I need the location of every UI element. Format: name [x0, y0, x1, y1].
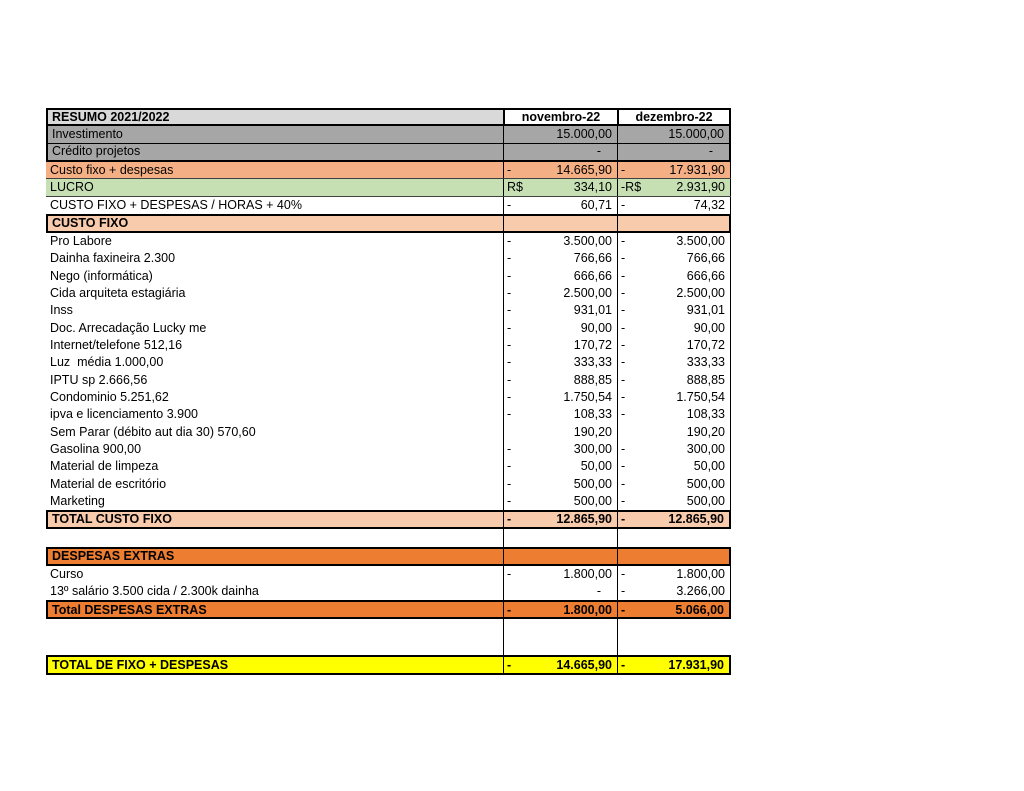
- table-row: [46, 214, 731, 233]
- cell-label[interactable]: Doc. Arrecadação Lucky me: [50, 320, 207, 335]
- cell-value: 300,00: [573, 441, 612, 456]
- cell-novembro[interactable]: [503, 336, 617, 353]
- cell-value: 17.931,90: [668, 658, 724, 673]
- cell-sign: -: [621, 355, 626, 370]
- table-row: [46, 354, 731, 371]
- cell-sign: -: [621, 567, 626, 582]
- cell-novembro[interactable]: [503, 512, 617, 527]
- cell-sign: -: [621, 658, 626, 673]
- cell-value: 74,32: [693, 198, 725, 212]
- cell-sign: -: [621, 512, 626, 526]
- cell-sign: -: [507, 251, 512, 266]
- cell-sign: -: [621, 459, 626, 474]
- cell-dezembro[interactable]: [617, 602, 731, 617]
- cell-value: 5.066,00: [675, 602, 724, 617]
- cell-sign: -: [507, 337, 512, 352]
- table-row: [46, 423, 731, 440]
- cell-value: 333,33: [686, 355, 725, 370]
- cell-dezembro[interactable]: [617, 319, 731, 336]
- cell-sign: -: [507, 476, 512, 491]
- cell-sign: -: [507, 233, 512, 248]
- cell-value: 500,00: [573, 493, 612, 508]
- cell-value: 12.865,90: [556, 512, 612, 526]
- cell-value: 766,66: [686, 251, 725, 266]
- cell-label[interactable]: Internet/telefone 512,16: [50, 337, 183, 352]
- cell-novembro[interactable]: [503, 529, 617, 547]
- cell-dezembro[interactable]: [617, 250, 731, 267]
- cell-novembro[interactable]: [503, 371, 617, 388]
- cell-value: 500,00: [686, 476, 725, 491]
- cell-sign: -: [507, 459, 512, 474]
- cell-value: 666,66: [686, 268, 725, 283]
- cell-value: 108,33: [573, 407, 612, 422]
- table-row: [46, 458, 731, 475]
- cell-novembro[interactable]: [503, 216, 617, 231]
- cell-novembro[interactable]: [503, 144, 617, 160]
- cell-value: 2.500,00: [563, 285, 612, 300]
- cell-value: 170,72: [686, 337, 725, 352]
- cell-label[interactable]: Sem Parar (débito aut dia 30) 570,60: [50, 424, 256, 439]
- cell-dezembro[interactable]: [617, 657, 731, 673]
- cell-dezembro[interactable]: [617, 406, 731, 423]
- cell-dezembro[interactable]: [617, 475, 731, 492]
- cell-novembro[interactable]: [503, 354, 617, 371]
- cell-label[interactable]: Gasolina 900,00: [50, 441, 142, 456]
- cell-value: 60,71: [580, 198, 612, 212]
- cell-dezembro[interactable]: [617, 637, 731, 655]
- cell-novembro[interactable]: [503, 458, 617, 475]
- cell-sign: -: [621, 337, 626, 352]
- cell-label[interactable]: Total DESPESAS EXTRAS: [46, 602, 503, 617]
- cell-sign: -: [621, 476, 626, 491]
- cell-novembro[interactable]: [503, 126, 617, 143]
- cell-dezembro[interactable]: [617, 197, 731, 215]
- cell-novembro[interactable]: [503, 233, 617, 250]
- cell-value: 931,01: [573, 303, 612, 318]
- cell-value: 766,66: [573, 251, 612, 266]
- cell-sign: -: [621, 198, 626, 212]
- cell-sign: -: [507, 320, 512, 335]
- cell-label[interactable]: LUCRO: [50, 180, 94, 194]
- cell-novembro[interactable]: [503, 197, 617, 215]
- cell-label[interactable]: Material de limpeza: [50, 459, 159, 474]
- table-row: [46, 319, 731, 336]
- cell-label[interactable]: Luz média 1.000,00: [50, 355, 164, 370]
- table-row: [46, 284, 731, 301]
- cell-dezembro[interactable]: [617, 492, 731, 509]
- cell-value: 300,00: [686, 441, 725, 456]
- cell-sign: -: [621, 407, 626, 422]
- cell-label[interactable]: Marketing: [50, 493, 105, 508]
- table-row: [46, 108, 731, 126]
- cell-sign: R$: [507, 180, 523, 194]
- cell-label[interactable]: Crédito projetos: [46, 144, 503, 160]
- cell-dezembro[interactable]: [617, 216, 731, 231]
- cell-value: 1.750,54: [676, 389, 725, 404]
- cell-value: 12.865,90: [668, 512, 724, 526]
- cell-label[interactable]: [46, 529, 503, 547]
- cell-value: 888,85: [573, 372, 612, 387]
- table-row: [46, 371, 731, 388]
- cell-novembro[interactable]: [503, 583, 617, 600]
- cell-sign: -: [621, 251, 626, 266]
- cell-novembro[interactable]: [503, 388, 617, 405]
- cell-sign: -: [621, 602, 626, 617]
- cell-sign: -: [507, 441, 512, 456]
- cell-value: 170,72: [573, 337, 612, 352]
- table-row: [46, 233, 731, 250]
- cell-sign: -: [507, 285, 512, 300]
- table-row: [46, 475, 731, 492]
- table-row: [46, 510, 731, 529]
- table-row: [46, 144, 731, 162]
- cell-novembro[interactable]: [503, 440, 617, 457]
- cell-dezembro[interactable]: [617, 233, 731, 250]
- cell-dezembro[interactable]: [617, 388, 731, 405]
- cell-novembro[interactable]: [503, 602, 617, 617]
- cell-dezembro[interactable]: [617, 336, 731, 353]
- table-row: [46, 566, 731, 583]
- table-row: [46, 440, 731, 457]
- table-row: [46, 197, 731, 215]
- cell-sign: -: [507, 198, 512, 212]
- cell-label[interactable]: CUSTO FIXO + DESPESAS / HORAS + 40%: [50, 198, 302, 212]
- cell-label[interactable]: Condominio 5.251,62: [50, 389, 169, 404]
- cell-novembro[interactable]: [503, 637, 617, 655]
- cell-label[interactable]: DESPESAS EXTRAS: [46, 549, 503, 564]
- cell-novembro[interactable]: [503, 475, 617, 492]
- cell-value: 2.931,90: [676, 180, 725, 194]
- cell-value: 190,20: [686, 424, 725, 439]
- cell-dezembro[interactable]: dezembro-22: [617, 110, 731, 124]
- cell-sign: -: [507, 512, 512, 526]
- cell-sign: -: [621, 268, 626, 283]
- cell-dezembro[interactable]: [617, 423, 731, 440]
- cell-value: 90,00: [580, 320, 612, 335]
- cell-value: 3.500,00: [676, 233, 725, 248]
- cell-dezembro[interactable]: [617, 512, 731, 527]
- cell-value: 1.750,54: [563, 389, 612, 404]
- cell-sign: -R$: [621, 180, 642, 194]
- table-row: [46, 250, 731, 267]
- cell-label[interactable]: TOTAL DE FIXO + DESPESAS: [46, 657, 503, 673]
- cell-value: 3.500,00: [563, 233, 612, 248]
- table-row: [46, 406, 731, 423]
- cell-value: 1.800,00: [563, 602, 612, 617]
- cell-dezembro[interactable]: [617, 619, 731, 637]
- cell-label[interactable]: 13º salário 3.500 cida / 2.300k dainha: [50, 584, 259, 599]
- cell-sign: -: [621, 285, 626, 300]
- cell-dezembro[interactable]: [617, 458, 731, 475]
- cell-dezembro[interactable]: [617, 144, 731, 160]
- cell-sign: -: [621, 162, 626, 177]
- cell-value: 15.000,00: [668, 127, 724, 141]
- cell-sign: -: [507, 372, 512, 387]
- cell-label[interactable]: Curso: [50, 567, 84, 582]
- cell-dezembro[interactable]: [617, 179, 731, 196]
- cell-novembro[interactable]: [503, 406, 617, 423]
- cell-sign: -: [507, 658, 512, 673]
- cell-value: 15.000,00: [556, 127, 612, 141]
- table-row: [46, 583, 731, 600]
- cell-sign: -: [621, 389, 626, 404]
- cell-label[interactable]: TOTAL CUSTO FIXO: [46, 512, 503, 527]
- cell-sign: -: [621, 320, 626, 335]
- cell-label[interactable]: Dainha faxineira 2.300: [50, 251, 176, 266]
- cell-value: 888,85: [686, 372, 725, 387]
- cell-value: 931,01: [686, 303, 725, 318]
- cell-sign: -: [621, 233, 626, 248]
- cell-value: 50,00: [580, 459, 612, 474]
- cell-novembro[interactable]: [503, 657, 617, 673]
- cell-dezembro[interactable]: [617, 583, 731, 600]
- cell-novembro[interactable]: [503, 549, 617, 564]
- cell-value: 333,33: [573, 355, 612, 370]
- cell-label[interactable]: Cida arquiteta estagiária: [50, 285, 186, 300]
- cell-label[interactable]: Nego (informática): [50, 268, 153, 283]
- cell-novembro[interactable]: [503, 319, 617, 336]
- cell-value: 666,66: [573, 268, 612, 283]
- table-row: [46, 302, 731, 319]
- cell-dezembro[interactable]: [617, 126, 731, 143]
- table-row: [46, 655, 731, 675]
- table-row: [46, 162, 731, 180]
- cell-value: 14.665,90: [556, 658, 612, 673]
- cell-dezembro[interactable]: [617, 302, 731, 319]
- cell-novembro[interactable]: [503, 619, 617, 637]
- table-row: [46, 126, 731, 144]
- cell-novembro[interactable]: [503, 566, 617, 583]
- cell-sign: -: [507, 389, 512, 404]
- cell-label[interactable]: ipva e licenciamento 3.900: [50, 407, 199, 422]
- cell-label[interactable]: Investimento: [46, 126, 503, 143]
- cell-value: 90,00: [693, 320, 725, 335]
- table-row: [46, 600, 731, 619]
- cell-value: 500,00: [573, 476, 612, 491]
- cell-dezembro[interactable]: [617, 267, 731, 284]
- cell-sign: -: [507, 602, 512, 617]
- cell-novembro[interactable]: [503, 162, 617, 179]
- cell-value: 3.266,00: [676, 584, 725, 599]
- cell-value: 1.800,00: [676, 567, 725, 582]
- cell-sign: -: [507, 355, 512, 370]
- cell-sign: -: [621, 441, 626, 456]
- table-row: [46, 637, 731, 655]
- cell-label[interactable]: Material de escritório: [50, 476, 167, 491]
- cell-value: -: [596, 584, 601, 599]
- table-row: [46, 336, 731, 353]
- cell-sign: -: [507, 268, 512, 283]
- cell-dezembro[interactable]: [617, 566, 731, 583]
- cell-novembro[interactable]: [503, 284, 617, 301]
- table-row: [46, 529, 731, 547]
- cell-novembro[interactable]: novembro-22: [503, 110, 617, 124]
- cell-dezembro[interactable]: [617, 529, 731, 547]
- cell-value: -: [708, 144, 713, 159]
- table-row: [46, 388, 731, 405]
- table-row: [46, 619, 731, 637]
- cell-novembro[interactable]: [503, 267, 617, 284]
- cell-novembro[interactable]: [503, 423, 617, 440]
- cell-sign: -: [621, 303, 626, 318]
- cell-value: 50,00: [693, 459, 725, 474]
- cell-value: 334,10: [573, 180, 612, 194]
- cell-dezembro[interactable]: [617, 549, 731, 564]
- cell-novembro[interactable]: [503, 179, 617, 196]
- cell-label[interactable]: Inss: [50, 303, 73, 318]
- resumo-table: [46, 108, 731, 675]
- cell-value: 2.500,00: [676, 285, 725, 300]
- cell-sign: -: [507, 407, 512, 422]
- table-row: [46, 267, 731, 284]
- cell-novembro[interactable]: [503, 302, 617, 319]
- cell-label[interactable]: RESUMO 2021/2022: [46, 110, 503, 124]
- cell-value: 190,20: [573, 424, 612, 439]
- cell-dezembro[interactable]: [617, 440, 731, 457]
- cell-novembro[interactable]: [503, 250, 617, 267]
- cell-dezembro[interactable]: [617, 162, 731, 179]
- cell-sign: -: [507, 567, 512, 582]
- cell-sign: -: [507, 162, 512, 177]
- cell-label[interactable]: Pro Labore: [50, 233, 112, 248]
- cell-label[interactable]: [46, 619, 503, 637]
- cell-novembro[interactable]: [503, 492, 617, 509]
- cell-value: 108,33: [686, 407, 725, 422]
- cell-label[interactable]: IPTU sp 2.666,56: [50, 372, 148, 387]
- cell-sign: -: [621, 584, 626, 599]
- cell-value: 14.665,90: [556, 162, 612, 177]
- table-row: [46, 492, 731, 509]
- cell-label[interactable]: Custo fixo + despesas: [50, 162, 174, 177]
- table-row: [46, 547, 731, 566]
- cell-label[interactable]: [46, 637, 503, 655]
- cell-sign: -: [621, 493, 626, 508]
- cell-sign: -: [621, 372, 626, 387]
- cell-dezembro[interactable]: [617, 371, 731, 388]
- cell-value: 1.800,00: [563, 567, 612, 582]
- cell-dezembro[interactable]: [617, 354, 731, 371]
- cell-sign: -: [507, 303, 512, 318]
- cell-sign: -: [507, 493, 512, 508]
- cell-value: -: [596, 144, 601, 159]
- cell-label[interactable]: CUSTO FIXO: [46, 216, 503, 231]
- cell-value: 500,00: [686, 493, 725, 508]
- cell-value: 17.931,90: [669, 162, 725, 177]
- table-row: [46, 179, 731, 197]
- cell-dezembro[interactable]: [617, 284, 731, 301]
